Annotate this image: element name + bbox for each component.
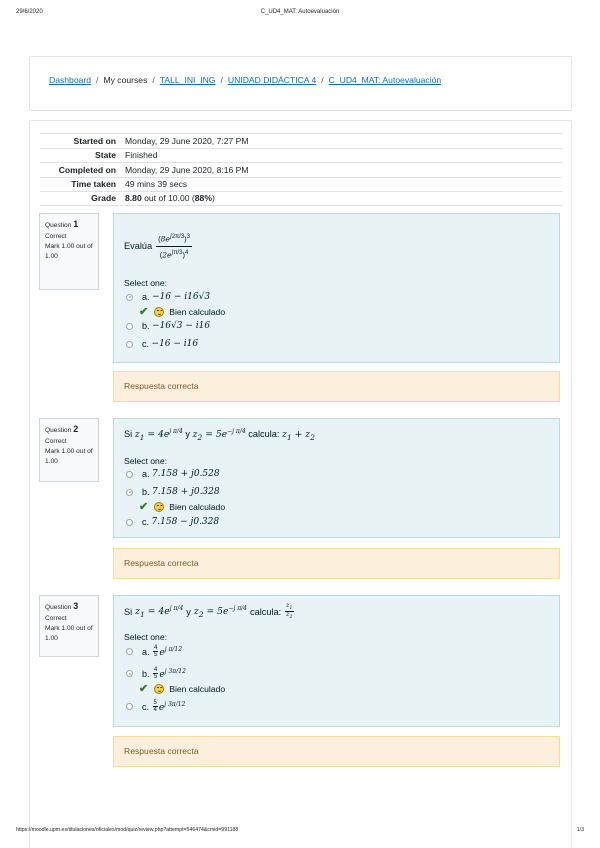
question-number: 1 [73,219,79,229]
option-text: −16 − i16 [151,339,199,349]
breadcrumb [49,75,441,85]
answer-option-c[interactable] [126,700,185,713]
question-content-3 [113,595,560,727]
breadcrumb-unit[interactable]: UNIDAD DIDÁCTICA 4 [227,75,317,85]
answer-option-b[interactable] [126,321,210,331]
summary-label: Completed on [58,164,116,175]
option-exponent: $e^{j 3\pi/12}$ [159,667,186,680]
option-text: 7.158 + j0.528 [152,469,220,479]
select-one-label: Select one: [124,278,167,288]
print-date: 29/6/2020 [16,9,43,15]
target-expression: $z_1 + z_2$ [281,429,315,442]
grade-close: ) [211,193,215,204]
breadcrumb-panel [29,56,572,111]
target-fraction: $\frac{z_1}{z_2}$ [286,602,293,621]
print-footer [16,827,584,837]
summary-label: State [94,150,116,161]
print-page-number: 1/3 [576,827,584,833]
question-mark: Mark 1.00 out of 1.00 [45,448,93,466]
print-url: https://moodle.upm.es/titulaciones/oficiales/mod/quiz/review.php?attempt=546474&cmid=991188 [16,827,239,833]
summary-label: Time taken [71,179,116,190]
question-text [124,603,295,620]
z2-formula: $z_2 = 5e^{-j \pi/4}$ [193,604,247,619]
attempt-summary-table [40,133,562,206]
question-content-1 [113,213,560,363]
radio-button[interactable] [126,489,133,496]
question-state: Correct [45,437,67,445]
prompt-calcula: calcula: [248,429,280,440]
prompt-si: Si [124,606,133,617]
breadcrumb-separator: / [96,75,99,85]
option-text: −16 − i16√3 [152,292,211,302]
option-letter: c. [142,517,150,527]
correct-indicator [139,500,225,513]
check-icon: ✔ [139,501,149,513]
option-fraction: $\frac{4}{5}$ [154,645,158,658]
option-text: 7.158 + j0.328 [152,487,220,497]
option-text: −16√3 − i16 [152,321,211,331]
answer-option-b[interactable] [126,667,186,680]
question-mark: Mark 1.00 out of 1.00 [45,243,93,261]
question-prompt: Evalúa [124,240,153,251]
question-text [124,232,193,259]
breadcrumb-quiz[interactable]: C_UD4_MAT: Autoevaluación [328,75,442,85]
summary-row [40,148,562,163]
summary-label: Started on [73,135,116,146]
radio-button[interactable] [126,323,133,330]
correct-text: Bien calculado [169,306,226,317]
breadcrumb-separator: / [321,75,324,85]
prompt-si: Si [124,429,133,440]
radio-button[interactable] [126,703,133,710]
option-letter: b. [142,321,150,331]
z1-formula: $z_1 = 4e^{j \pi/4}$ [135,604,184,619]
summary-row [40,133,562,148]
smiley-icon [154,684,164,694]
question-state: Correct [45,232,67,240]
summary-row-grade [40,191,562,206]
question-formula: $\frac{(8e^{j2\pi/3})^3}{(2e^{j\pi/3})^4}$ [158,233,191,260]
feedback-box: Respuesta correcta [113,371,560,402]
option-letter: a. [142,646,150,657]
answer-option-a[interactable] [126,292,210,302]
option-letter: a. [142,469,150,479]
correct-indicator [139,682,225,695]
summary-row [40,177,562,192]
feedback-box: Respuesta correcta [113,736,560,767]
breadcrumb-my-courses: My courses [103,75,148,85]
grade-percent: 88% [194,193,212,204]
question-label: Question [45,427,72,434]
question-info-2 [39,418,99,482]
option-fraction: $\frac{4}{5}$ [154,667,158,680]
summary-value: Monday, 29 June 2020, 7:27 PM [125,135,249,146]
smiley-icon [154,307,164,317]
radio-button[interactable] [126,519,133,526]
check-icon: ✔ [139,683,149,695]
select-one-label: Select one: [124,456,167,466]
option-letter: a. [142,292,150,302]
summary-value: Monday, 29 June 2020, 8:16 PM [125,164,249,175]
grade-score: 8.80 [125,193,142,204]
question-number: 2 [73,424,79,434]
answer-option-c[interactable] [126,339,198,349]
option-exponent: $e^{j \pi/12}$ [159,645,183,658]
radio-button[interactable] [126,341,133,348]
z1-formula: $z_1 = 4e^{j \pi/4}$ [134,428,183,442]
correct-text: Bien calculado [169,683,226,694]
radio-button[interactable] [126,471,133,478]
option-letter: c. [142,701,150,712]
radio-button[interactable] [126,670,133,677]
question-info-1 [39,213,99,290]
check-icon: ✔ [139,306,149,318]
option-letter: c. [142,339,150,349]
answer-option-b[interactable] [126,487,220,497]
answer-option-a[interactable] [126,645,182,658]
summary-value: 49 mins 39 secs [125,179,188,190]
prompt-calcula: calcula: [250,606,282,617]
correct-indicator [139,305,225,318]
summary-row [40,162,562,177]
breadcrumb-separator: / [220,75,223,85]
option-letter: b. [142,487,150,497]
z2-formula: $z_2 = 5e^{-j \pi/4}$ [192,428,246,442]
option-fraction: $\frac{5}{4}$ [153,700,157,713]
radio-button[interactable] [126,294,133,301]
correct-text: Bien calculado [169,501,226,512]
breadcrumb-dashboard[interactable]: Dashboard [49,75,92,85]
prompt-y: y [185,429,190,440]
answer-option-a[interactable] [126,469,220,479]
summary-label: Grade [91,193,116,204]
prompt-y: y [186,606,191,617]
option-text: 7.158 − j0.328 [151,517,220,527]
question-label: Question [45,222,72,229]
option-exponent: $e^{j 3\pi/12}$ [158,700,186,713]
question-state: Correct [45,614,67,622]
breadcrumb-course[interactable]: TALL_INI_ING [159,75,216,85]
radio-button[interactable] [126,648,133,655]
question-mark: Mark 1.00 out of 1.00 [45,625,93,643]
select-one-label: Select one: [124,632,167,642]
question-text [124,428,315,442]
answer-option-c[interactable] [126,517,219,527]
question-content-2 [113,418,560,538]
print-title: C_UD4_MAT: Autoevaluación [260,9,340,15]
grade-value [122,193,215,203]
question-info-3 [39,595,99,657]
smiley-icon [154,502,164,512]
grade-out-of: out of 10.00 ( [141,193,195,204]
print-header [16,9,584,19]
question-number: 3 [73,601,79,611]
option-letter: b. [142,668,150,679]
breadcrumb-separator: / [152,75,155,85]
question-label: Question [45,604,72,611]
feedback-box: Respuesta correcta [113,548,560,579]
summary-value: Finished [125,150,158,161]
